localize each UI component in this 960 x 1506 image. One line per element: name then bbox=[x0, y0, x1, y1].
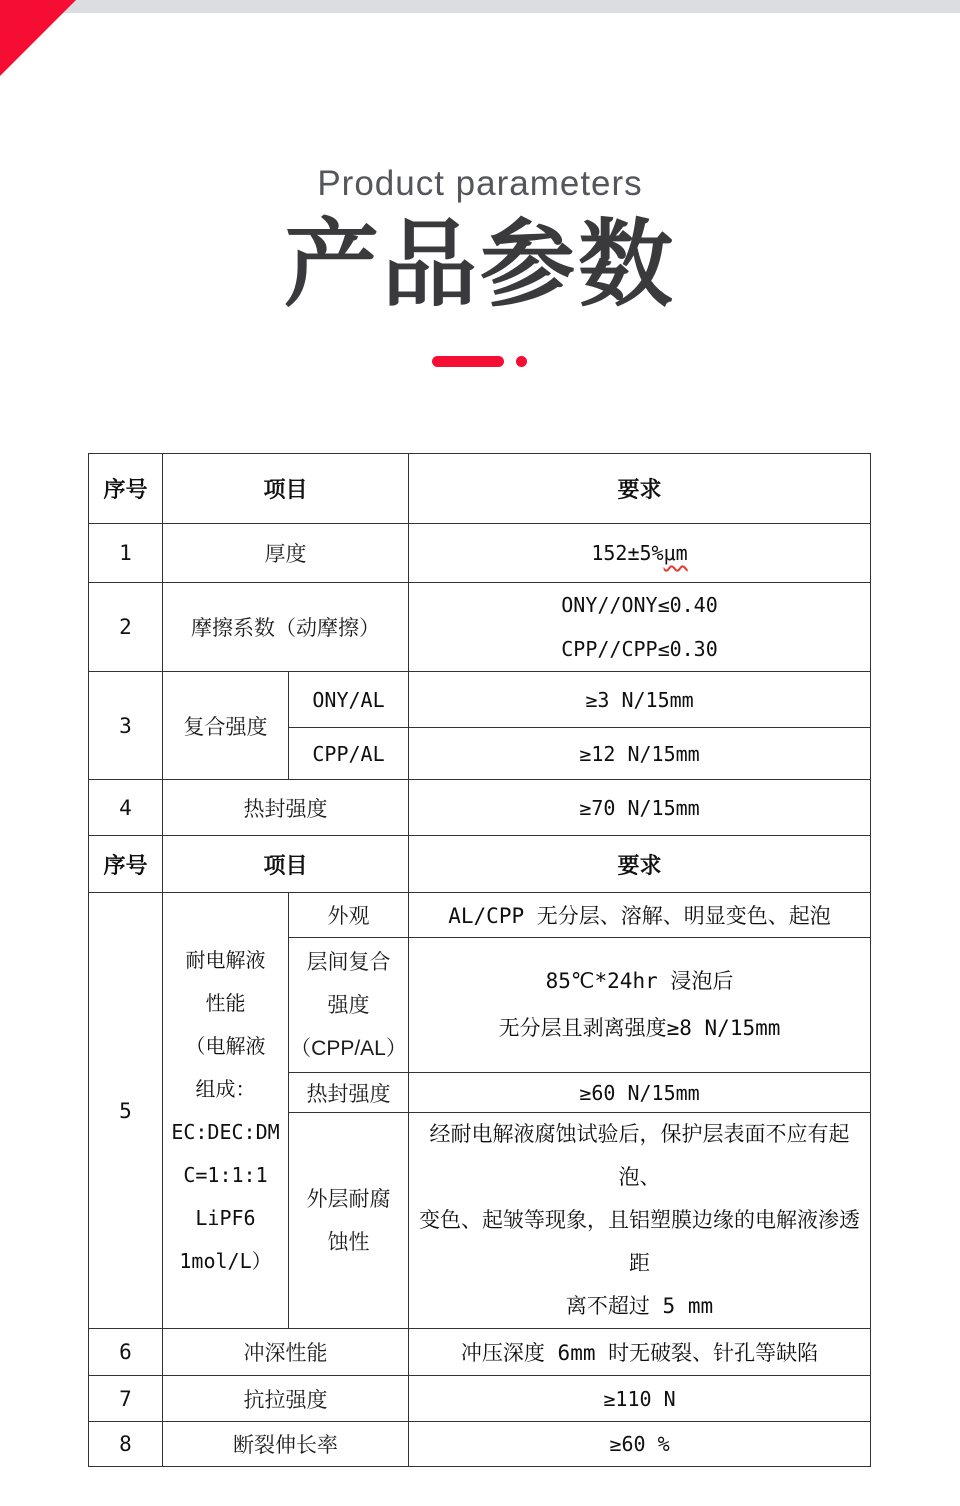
row7-no: 7 bbox=[89, 1376, 163, 1422]
table-row-4 bbox=[89, 780, 871, 836]
interlayer-label-line: （CPP/AL） bbox=[290, 1036, 407, 1060]
row8-no: 8 bbox=[89, 1422, 163, 1467]
table-row-7 bbox=[89, 1376, 871, 1422]
table-row-2 bbox=[89, 583, 871, 672]
row6-no: 6 bbox=[89, 1329, 163, 1376]
row2-no: 2 bbox=[89, 583, 163, 672]
row3-req2: ≥12 N/15mm bbox=[409, 728, 871, 780]
row5-item bbox=[163, 893, 289, 1329]
row4-no: 4 bbox=[89, 780, 163, 836]
underline-dot bbox=[516, 356, 527, 367]
row5-sub3: 热封强度 bbox=[289, 1073, 409, 1113]
row5-req3: ≥60 N/15mm bbox=[409, 1073, 871, 1113]
row7-req: ≥110 N bbox=[409, 1376, 871, 1422]
row3-no: 3 bbox=[89, 672, 163, 780]
corrosion-label-line: 外层耐腐 bbox=[306, 1187, 391, 1211]
header-no: 序号 bbox=[89, 454, 163, 524]
electrolyte-item-line: 1mol/L） bbox=[179, 1248, 272, 1273]
header-req: 要求 bbox=[409, 454, 871, 524]
row2-item: 摩擦系数（动摩擦） bbox=[163, 583, 409, 672]
row5-req4 bbox=[409, 1113, 871, 1329]
peel-strength-line: 无分层且剥离强度≥8 N/15mm bbox=[498, 1016, 781, 1040]
header2-item: 项目 bbox=[163, 836, 409, 893]
header2-no: 序号 bbox=[89, 836, 163, 893]
table-row-6 bbox=[89, 1329, 871, 1376]
table-row-5a bbox=[89, 893, 871, 938]
electrolyte-item-line: （电解液 bbox=[185, 1033, 266, 1058]
row7-item: 抗拉强度 bbox=[163, 1376, 409, 1422]
row3-req1: ≥3 N/15mm bbox=[409, 672, 871, 728]
electrolyte-item-line: LiPF6 bbox=[195, 1205, 256, 1230]
row3-sub1: ONY/AL bbox=[289, 672, 409, 728]
row5-no: 5 bbox=[89, 893, 163, 1329]
table-row-3a bbox=[89, 672, 871, 728]
corrosion-req-line: 经耐电解液腐蚀试验后，保护层表面不应有起泡、 bbox=[429, 1122, 850, 1189]
row4-item: 热封强度 bbox=[163, 780, 409, 836]
row3-item: 复合强度 bbox=[163, 672, 289, 780]
header-item: 项目 bbox=[163, 454, 409, 524]
interlayer-label-line: 层间复合 bbox=[306, 950, 391, 974]
row8-req: ≥60 % bbox=[409, 1422, 871, 1467]
section-subtitle: Product parameters bbox=[317, 164, 643, 203]
interlayer-label-line: 强度 bbox=[327, 993, 370, 1017]
product-parameters-table bbox=[88, 453, 871, 1467]
electrolyte-item-line: 组成： bbox=[195, 1076, 256, 1101]
underline-bar bbox=[432, 356, 504, 367]
table-header-row-1 bbox=[89, 454, 871, 524]
row5-sub2 bbox=[289, 938, 409, 1073]
thickness-value: 152±5% bbox=[591, 541, 664, 565]
table-header-row-2 bbox=[89, 836, 871, 893]
corrosion-label-line: 蚀性 bbox=[327, 1230, 370, 1254]
table-row-8 bbox=[89, 1422, 871, 1467]
table-row-1 bbox=[89, 524, 871, 583]
soak-condition-line: 85℃*24hr 浸泡后 bbox=[545, 969, 734, 993]
row5-sub1: 外观 bbox=[289, 893, 409, 938]
row6-item: 冲深性能 bbox=[163, 1329, 409, 1376]
electrolyte-item-line: EC:DEC:DM bbox=[171, 1119, 280, 1144]
thickness-unit-spellcheck: μm bbox=[663, 541, 688, 565]
electrolyte-item-line: C=1:1:1 bbox=[183, 1162, 268, 1187]
section-title: 产品参数 bbox=[283, 212, 676, 318]
row3-sub2: CPP/AL bbox=[289, 728, 409, 780]
row5-sub4 bbox=[289, 1113, 409, 1329]
row1-req bbox=[409, 524, 871, 583]
corrosion-req-line: 变色、起皱等现象，且铝塑膜边缘的电解液渗透距 bbox=[419, 1208, 861, 1275]
corner-ribbon-triangle bbox=[0, 0, 76, 76]
row8-item: 断裂伸长率 bbox=[163, 1422, 409, 1467]
electrolyte-item-line: 性能 bbox=[205, 990, 246, 1015]
row1-no: 1 bbox=[89, 524, 163, 583]
friction-cpp-line: CPP//CPP≤0.30 bbox=[561, 637, 718, 661]
row2-req bbox=[409, 583, 871, 672]
corrosion-req-line: 离不超过 5 mm bbox=[565, 1294, 714, 1318]
title-underline-decoration bbox=[0, 356, 960, 368]
row1-item: 厚度 bbox=[163, 524, 409, 583]
row6-req: 冲压深度 6mm 时无破裂、针孔等缺陷 bbox=[409, 1329, 871, 1376]
header2-req: 要求 bbox=[409, 836, 871, 893]
row5-req1: AL/CPP 无分层、溶解、明显变色、起泡 bbox=[409, 893, 871, 938]
row5-req2 bbox=[409, 938, 871, 1073]
row4-req: ≥70 N/15mm bbox=[409, 780, 871, 836]
friction-ony-line: ONY//ONY≤0.40 bbox=[561, 593, 718, 617]
page-top-divider-bar bbox=[0, 0, 960, 13]
electrolyte-item-line: 耐电解液 bbox=[185, 947, 266, 972]
